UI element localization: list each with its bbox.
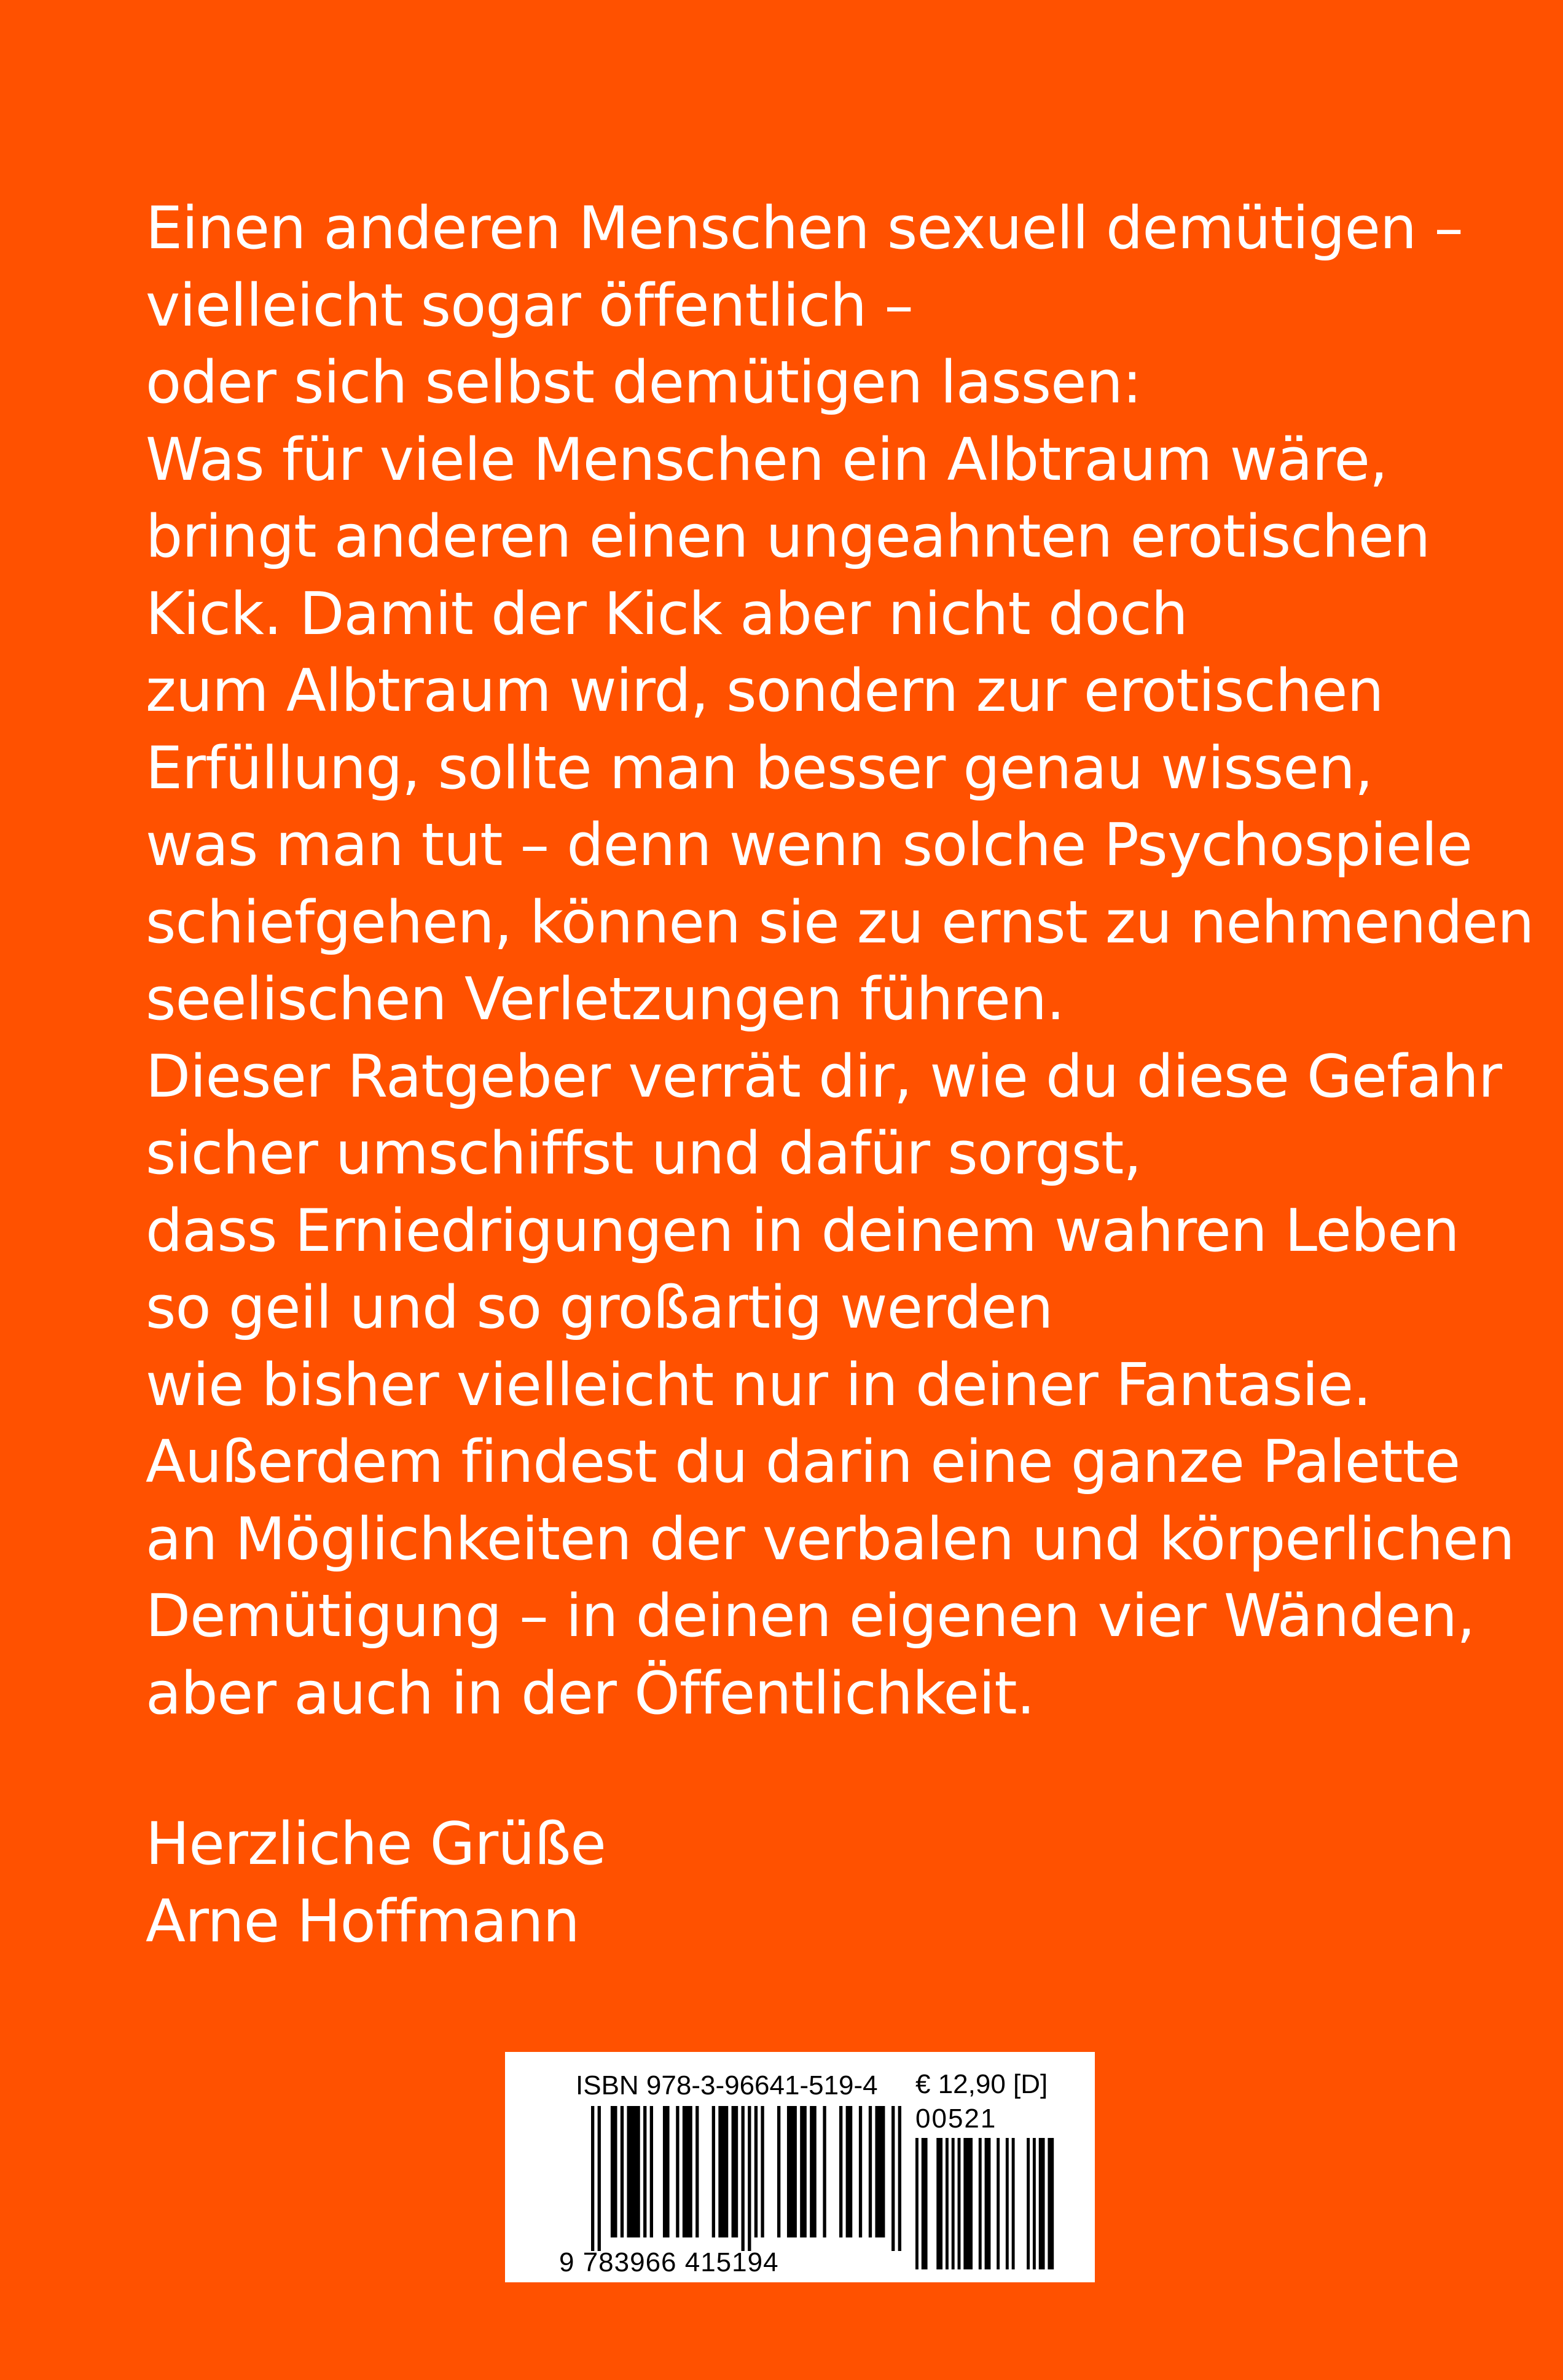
barcode-bar (1048, 2138, 1054, 2269)
barcode-bar (952, 2138, 955, 2269)
barcode-bar (732, 2106, 738, 2237)
barcode-panel (505, 2052, 1095, 2282)
barcode-bar (846, 2106, 853, 2237)
blurb-line: Außerdem findest du darin eine ganze Palette (146, 1428, 1460, 1496)
barcode-bar (611, 2106, 617, 2237)
blurb-line: so geil und so großartig werden (146, 1274, 1053, 1342)
barcode-bar (979, 2138, 982, 2269)
barcode-bar (1039, 2138, 1045, 2269)
barcode-bar (761, 2106, 764, 2237)
ean-barcode-bars (591, 2106, 901, 2251)
barcode-bar (997, 2138, 1000, 2269)
barcode-bar (823, 2106, 826, 2237)
barcode-bar (754, 2106, 758, 2237)
blurb-line: seelischen Verletzungen führen. (146, 966, 1065, 1033)
blurb-line: Einen anderen Menschen sexuell demütigen – (146, 195, 1463, 262)
barcode-bar (1027, 2138, 1030, 2269)
barcode-bar (891, 2106, 895, 2251)
barcode-bar (683, 2106, 692, 2237)
barcode-bar (627, 2106, 640, 2237)
barcode-bar (787, 2106, 797, 2237)
isbn-label: ISBN 978-3-96641-519-4 (576, 2070, 878, 2100)
barcode-bar (1006, 2138, 1009, 2269)
blurb-line: Demütigung – in deinen eigenen vier Wänden, (146, 1583, 1475, 1650)
barcode-bar (748, 2106, 751, 2251)
blurb-line: Kick. Damit der Kick aber nicht doch (146, 580, 1188, 648)
barcode-bar (963, 2138, 973, 2269)
barcode-bar (777, 2106, 780, 2237)
blurb-line: Was für viele Menschen ein Albtraum wäre, (146, 426, 1388, 494)
blurb-line: an Möglichkeiten der verbalen und körperlichen (146, 1505, 1514, 1573)
barcode-bar (875, 2106, 885, 2237)
blurb-line: zum Albtraum wird, sondern zur erotischen (146, 657, 1384, 725)
price-label: € 12,90 [D] (915, 2069, 1048, 2099)
barcode-bar (650, 2106, 653, 2237)
blurb-line: aber auch in der Öffentlichkeit. (146, 1659, 1035, 1728)
author-name: Arne Hoffmann (146, 1887, 579, 1955)
blurb-line: oder sich selbst demütigen lassen: (146, 349, 1142, 417)
barcode-bar (1012, 2138, 1015, 2269)
barcode-bar (946, 2138, 949, 2269)
barcode-bar (859, 2106, 862, 2237)
blurb-line: Erfüllung, sollte man besser genau wissen, (146, 734, 1373, 802)
barcode-bar (718, 2106, 728, 2237)
addon-code: 00521 (915, 2104, 997, 2134)
barcode-bar (922, 2138, 928, 2269)
barcode-bar (591, 2106, 594, 2251)
barcode-bar (1033, 2138, 1036, 2269)
blurb-line: sicher umschiffst und dafür sorgst, (146, 1120, 1142, 1188)
blurb-line: bringt anderen einen ungeahnten erotischen (146, 503, 1430, 571)
blurb-text (146, 190, 1534, 1732)
barcode-bar (800, 2106, 807, 2237)
barcode-bar (695, 2106, 699, 2237)
barcode-bar (915, 2138, 919, 2269)
barcode-bar (712, 2106, 715, 2237)
barcode-bar (621, 2106, 624, 2237)
addon-barcode-bars (915, 2138, 1060, 2269)
barcode-bar (985, 2138, 991, 2269)
signoff (146, 1806, 606, 1960)
blurb-line: Dieser Ratgeber verrät dir, wie du diese Gefahr (146, 1043, 1502, 1111)
barcode-bar (742, 2106, 745, 2251)
blurb-line: schiefgehen, können sie zu ernst zu nehmenden (146, 888, 1534, 957)
barcode-bar (839, 2106, 842, 2237)
barcode-bar (663, 2106, 670, 2237)
barcode-bar (643, 2106, 646, 2237)
blurb-line: was man tut – denn wenn solche Psychospiele (146, 812, 1472, 879)
greeting: Herzliche Grüße (146, 1810, 606, 1878)
blurb-line: vielleicht sogar öffentlich – (146, 272, 913, 340)
barcode-bar (810, 2106, 817, 2237)
blurb-line: wie bisher vielleicht nur in deiner Fantasie. (146, 1351, 1371, 1419)
barcode-bar (936, 2138, 942, 2269)
ean-digits: 9 783966 415194 (559, 2247, 779, 2277)
barcode-bar (869, 2106, 872, 2237)
barcode-bar (676, 2106, 679, 2237)
barcode-bar (598, 2106, 601, 2251)
barcode-bar (958, 2138, 961, 2269)
blurb-line: dass Erniedrigungen in deinem wahren Leben (146, 1197, 1459, 1265)
barcode-bar (898, 2106, 901, 2251)
